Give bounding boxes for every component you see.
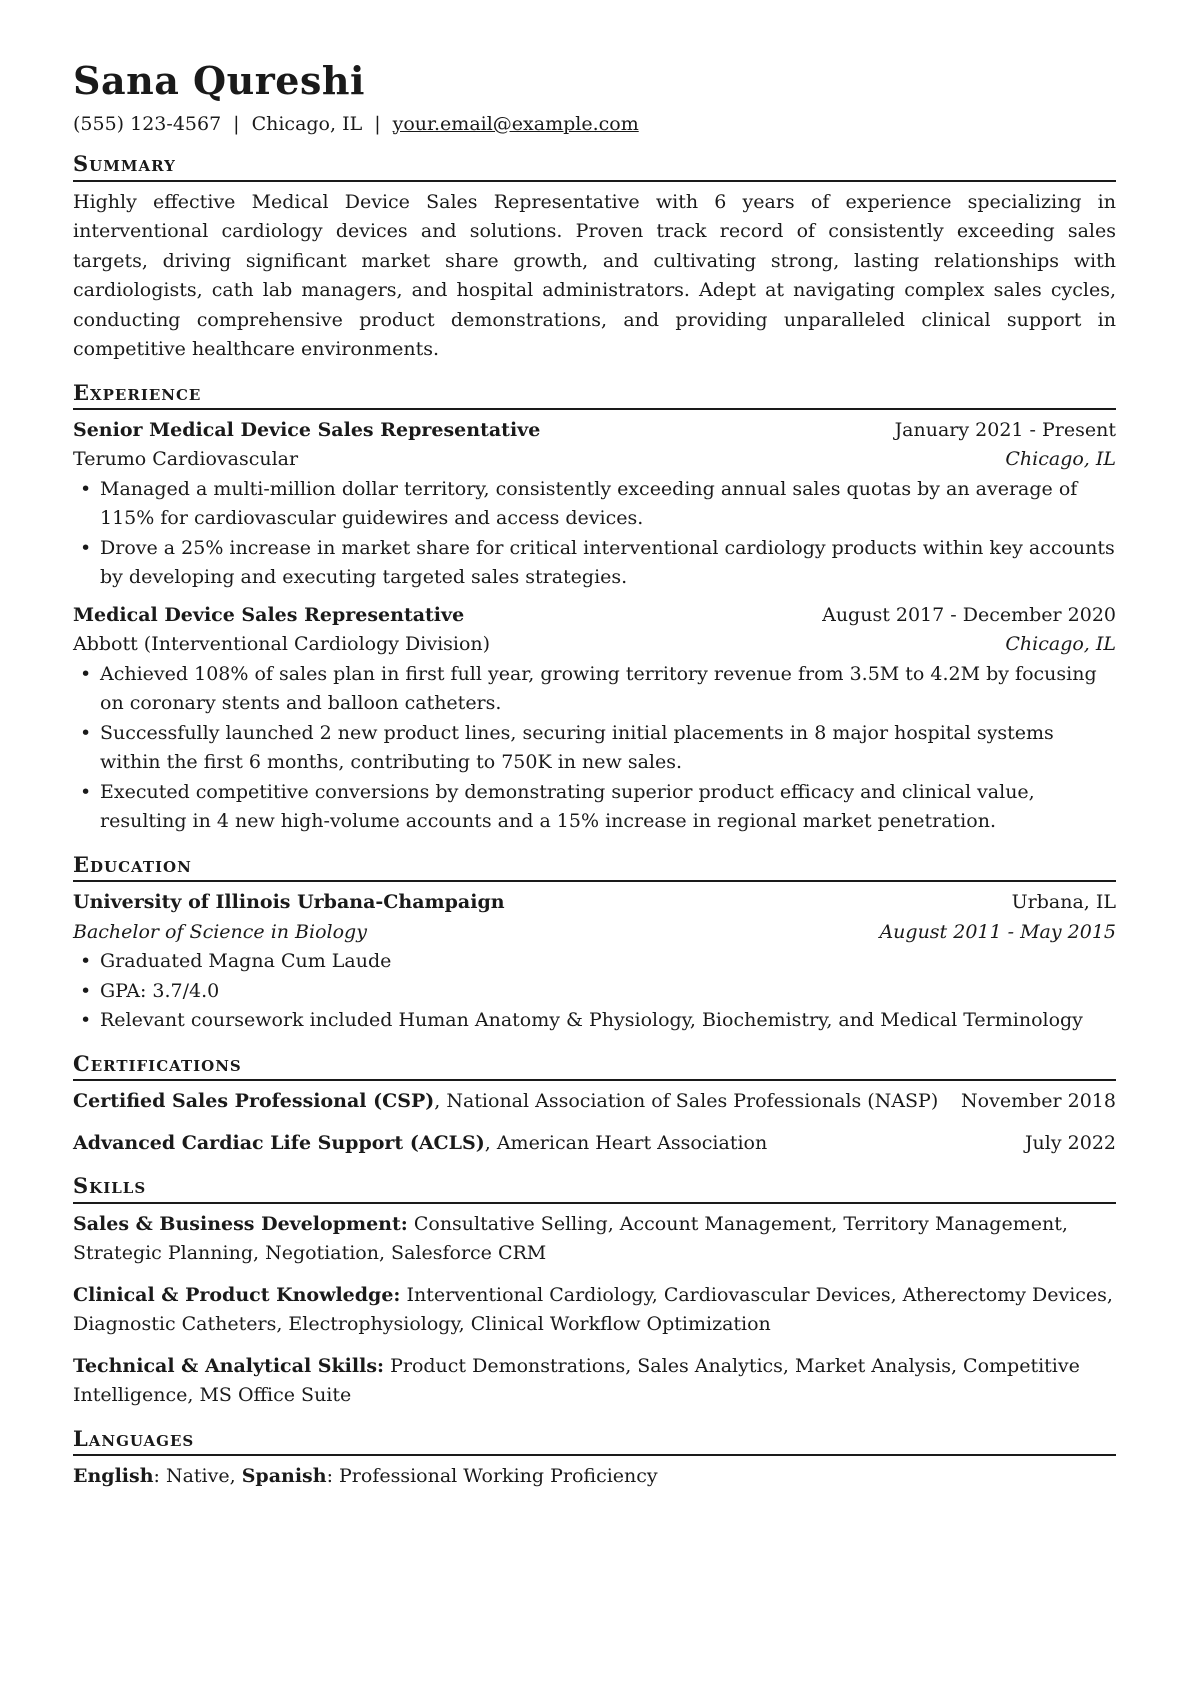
certification-issuer: , National Association of Sales Professionals (NASP) (434, 1090, 939, 1113)
section-title-education: Education (73, 851, 1116, 882)
list-item: • GPA: 3.7/4.0 (73, 977, 1116, 1007)
certification-item (73, 1087, 1116, 1117)
skill-group (73, 1281, 1116, 1340)
email-link[interactable]: your.email@example.com (392, 112, 639, 135)
list-item: • Drove a 25% increase in market share for critical interventional cardiology products within key accounts by developing and executing targeted sales strategies. (73, 534, 1116, 593)
section-title-summary: Summary (73, 150, 1116, 181)
skill-group-label: Clinical & Product Knowledge: (73, 1283, 401, 1306)
language-name: Spanish (241, 1464, 327, 1487)
job-entry (73, 601, 1116, 837)
summary-text: Highly effective Medical Device Sales Representative with 6 years of experience specializing in interventional cardiology devices and solutions. Proven track record of consistently exceeding sales targets, driving significant market share growth, and cultivating strong, lasting relationships with cardiologists, cath lab managers, and hospital administrators. Adept at navigating complex sales cycles, conducting comprehensive product demonstrations, and providing unparalleled clinical support in competitive healthcare environments. (73, 190, 1116, 361)
languages-section (73, 1425, 1116, 1492)
skill-group-items: Product Demonstrations, Sales Analytics, Market Analysis, Competitive Intelligence, MS Office Suite (73, 1354, 1080, 1406)
list-item: • Managed a multi-million dollar territory, consistently exceeding annual sales quotas by an average of 115% for cardiovascular guidewires and access devices. (73, 475, 1116, 534)
job-dates: January 2021 - Present (894, 418, 1116, 441)
skill-group-label: Sales & Business Development: (73, 1212, 408, 1235)
candidate-name: Sana Qureshi (73, 58, 365, 103)
location: Chicago, IL (251, 112, 363, 135)
certification-name: Advanced Cardiac Life Support (ACLS) (73, 1131, 485, 1154)
language-level: : Professional Working Proficiency (326, 1464, 658, 1487)
contact-line (73, 112, 1116, 137)
job-entry (73, 416, 1116, 593)
job-location: Chicago, IL (1005, 448, 1116, 471)
certifications-section (73, 1050, 1116, 1158)
section-title-languages: Languages (73, 1425, 1116, 1456)
job-bullets (73, 660, 1116, 837)
company-name: Abbott (Interventional Cardiology Division) (73, 633, 491, 656)
skill-group-items: Interventional Cardiology, Cardiovascular Devices, Atherectomy Devices, Diagnostic Catheters, Electrophysiology, Clinical Workflow Optimization (73, 1283, 1113, 1335)
list-item: • Graduated Magna Cum Laude (73, 947, 1116, 977)
education-entry (73, 888, 1116, 1036)
job-bullets (73, 475, 1116, 593)
skills-section (73, 1172, 1116, 1410)
section-title-skills: Skills (73, 1172, 1116, 1203)
skill-group (73, 1352, 1116, 1411)
contact-separator: | (233, 112, 240, 135)
skill-group (73, 1210, 1116, 1269)
certification-issuer: , American Heart Association (484, 1131, 768, 1154)
job-dates: August 2017 - December 2020 (822, 603, 1116, 626)
list-item: • Successfully launched 2 new product lines, securing initial placements in 8 major hospital systems within the first 6 months, contributing to 750K in new sales. (73, 719, 1116, 778)
section-title-certifications: Certifications (73, 1050, 1116, 1081)
job-header-row (73, 416, 1116, 446)
skill-group-label: Technical & Analytical Skills: (73, 1354, 385, 1377)
company-name: Terumo Cardiovascular (73, 448, 299, 471)
job-title: Medical Device Sales Representative (73, 603, 465, 626)
list-item: • Achieved 108% of sales plan in first full year, growing territory revenue from 3.5M to 4.2M by focusing on coronary stents and balloon catheters. (73, 660, 1116, 719)
certification-name: Certified Sales Professional (CSP) (73, 1090, 435, 1113)
school-location: Urbana, IL (1011, 891, 1116, 914)
certification-item (73, 1129, 1116, 1159)
certification-text (73, 1129, 767, 1159)
job-company-row (73, 445, 1116, 475)
language-level: : Native, (153, 1464, 242, 1487)
education-section (73, 851, 1116, 1036)
list-item: • Relevant coursework included Human Anatomy & Physiology, Biochemistry, and Medical Terminology (73, 1006, 1116, 1036)
job-company-row (73, 630, 1116, 660)
certification-text (73, 1087, 938, 1117)
certification-date: November 2018 (961, 1090, 1116, 1113)
school-row (73, 888, 1116, 918)
phone-number: (555) 123-4567 (73, 112, 222, 135)
school-name: University of Illinois Urbana-Champaign (73, 891, 505, 914)
contact-separator: | (374, 112, 381, 135)
job-header-row (73, 601, 1116, 631)
certification-date: July 2022 (1024, 1131, 1116, 1154)
list-item: • Executed competitive conversions by demonstrating superior product efficacy and clinical value, resulting in 4 new high-volume accounts and a 15% increase in regional market penetration. (73, 778, 1116, 837)
education-dates: August 2011 - May 2015 (879, 920, 1116, 943)
summary-section (73, 150, 1116, 364)
degree-row (73, 918, 1116, 948)
languages-line (73, 1462, 1116, 1492)
skill-group-items: Consultative Selling, Account Management, Territory Management, Strategic Planning, Negotiation, Salesforce CRM (73, 1212, 1068, 1264)
section-title-experience: Experience (73, 379, 1116, 410)
degree-name: Bachelor of Science in Biology (73, 920, 367, 943)
job-location: Chicago, IL (1005, 633, 1116, 656)
language-name: English (73, 1464, 154, 1487)
education-bullets (73, 947, 1116, 1036)
job-title: Senior Medical Device Sales Representative (73, 418, 541, 441)
experience-section (73, 379, 1116, 837)
